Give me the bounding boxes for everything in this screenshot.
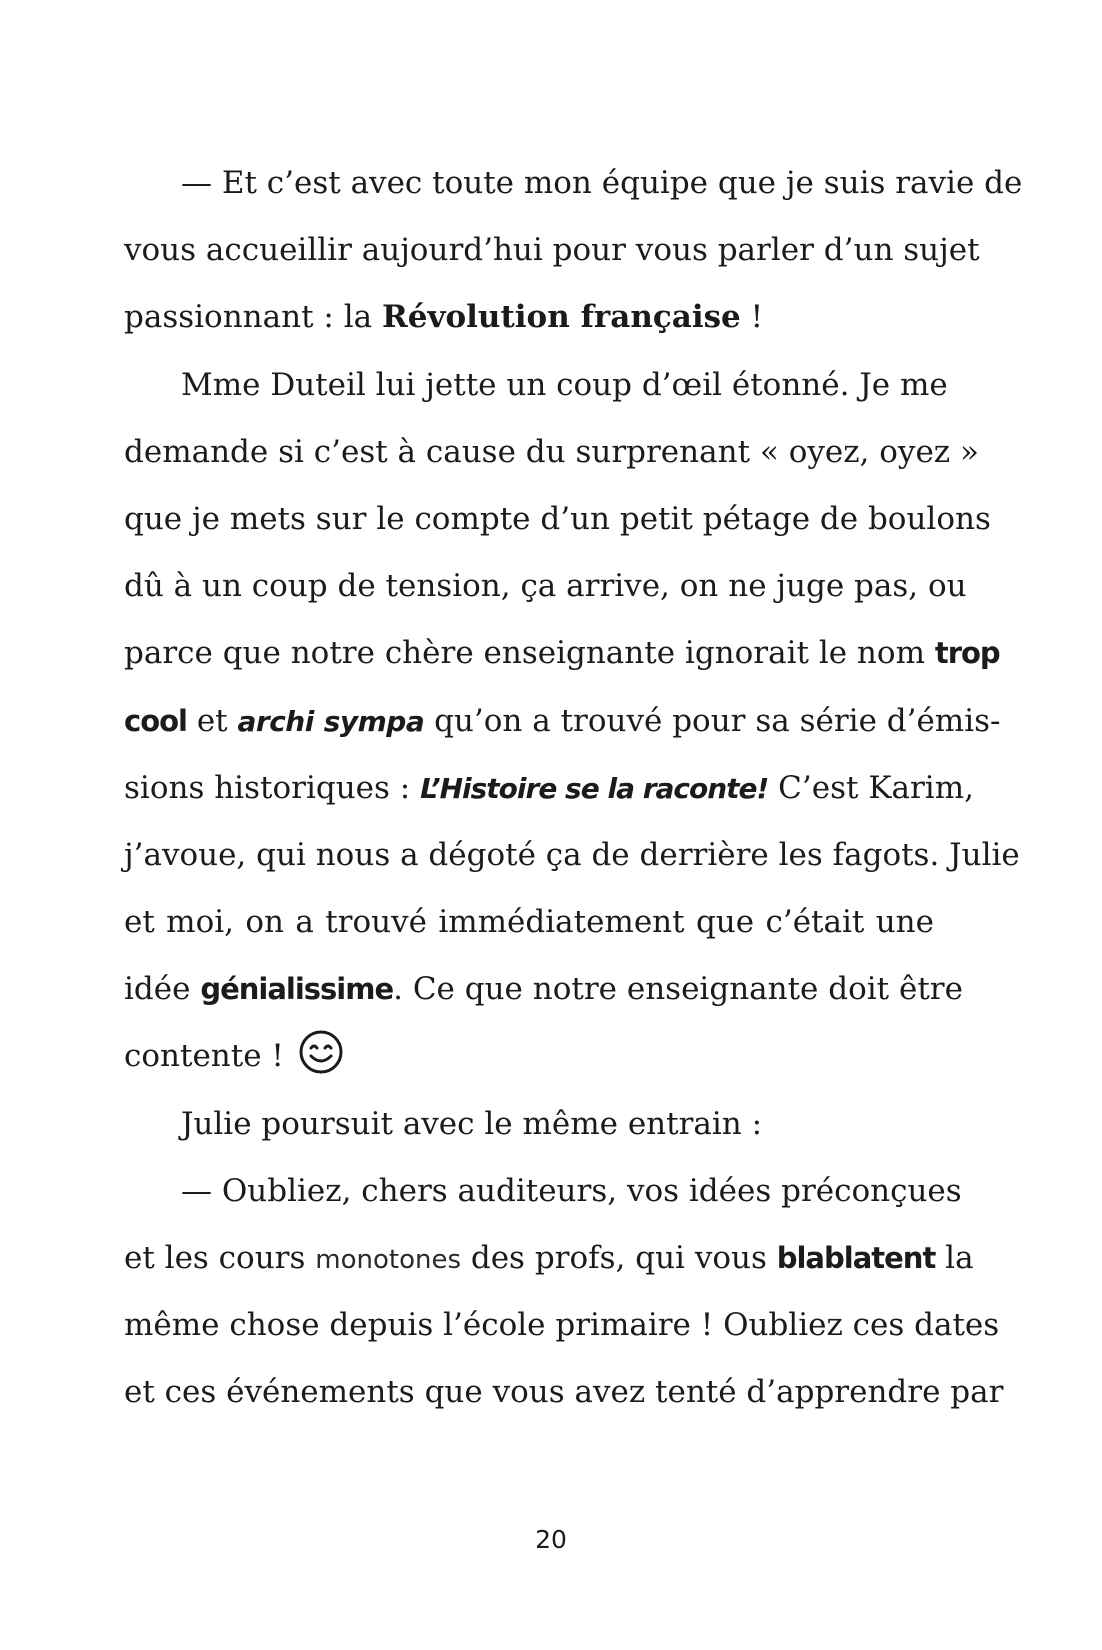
body-text [124, 150, 1023, 1427]
text-run: demande si c’est à cause du surprenant « oyez, oyez » [124, 433, 979, 470]
text-run: parce que notre chère enseignante ignorait le nom [124, 635, 935, 672]
text-line [124, 419, 979, 486]
fun-word-genialissime: génialissime [200, 972, 394, 1007]
text-run: des profs, qui vous [461, 1240, 777, 1276]
text-run: et [186, 702, 238, 739]
text-line [124, 1225, 974, 1292]
text-run [314, 703, 324, 739]
text-run: Julie poursuit avec le même entrain : [181, 1105, 763, 1142]
text-run: — Et c’est avec toute mon équipe que je suis ravie de [181, 165, 1023, 201]
fun-word-archi: archi [237, 704, 314, 738]
text-run: vous accueillir aujourd’hui pour vous parler d’un sujet [124, 232, 980, 269]
text-line [124, 217, 980, 284]
text-line [124, 1091, 934, 1158]
text-line [124, 284, 934, 351]
text-run: C’est Karim, [768, 769, 974, 806]
text-run: ! [740, 299, 764, 336]
text-run: passionnant : la [124, 299, 382, 336]
text-line [124, 150, 1023, 217]
text-line [124, 755, 974, 822]
text-run: Mme Duteil lui jette un coup d’œil étonné. Je me [181, 366, 948, 403]
text-line [124, 688, 1001, 755]
show-title: L’Histoire se la raconte! [420, 771, 769, 805]
fun-word-cool: cool [124, 703, 187, 738]
text-line [124, 352, 948, 419]
text-run: — Oubliez, chers auditeurs, vos idées préconçues [181, 1172, 962, 1209]
text-line [124, 553, 967, 620]
text-line [124, 889, 934, 956]
text-run: idée [124, 971, 201, 1008]
text-line [124, 822, 1020, 889]
text-run: et les cours [124, 1240, 316, 1276]
text-line [124, 486, 991, 553]
text-run: j’avoue, qui nous a dégoté ça de derrière les fagots. Julie [124, 836, 1020, 873]
text-run: même chose depuis l’école primaire ! Oubliez ces dates [124, 1307, 1000, 1344]
fun-word-blablatent: blablatent [776, 1241, 936, 1275]
text-run: dû à un coup de tension, ça arrive, on ne juge pas, ou [124, 568, 967, 605]
text-run: que je mets sur le compte d’un petit pétage de boulons [124, 500, 991, 537]
fun-word-sympa: sympa [323, 704, 425, 738]
text-run: et ces événements que vous avez tenté d’apprendre par [124, 1374, 1004, 1411]
text-run: sions historiques : [124, 769, 421, 806]
text-run: la [935, 1240, 974, 1276]
fun-word-trop: trop [934, 636, 1000, 671]
text-run: contente ! [124, 1038, 284, 1075]
winking-smiley-icon [298, 1029, 344, 1075]
text-line [124, 620, 1000, 687]
text-line [124, 956, 963, 1023]
text-line [124, 1359, 1004, 1426]
word-monotones: monotones [315, 1245, 462, 1275]
text-line [124, 1292, 1000, 1359]
page-number: 20 [535, 1525, 567, 1554]
text-line [124, 1023, 934, 1090]
text-run: et moi, on a trouvé immédiatement que c’était une [124, 904, 934, 941]
bold-term-revolution: Révolution française [381, 299, 741, 336]
text-run: . Ce que notre enseignante doit être [393, 971, 963, 1008]
text-run: qu’on a trouvé pour sa série d’émis- [424, 702, 1001, 739]
text-line [124, 1158, 962, 1225]
